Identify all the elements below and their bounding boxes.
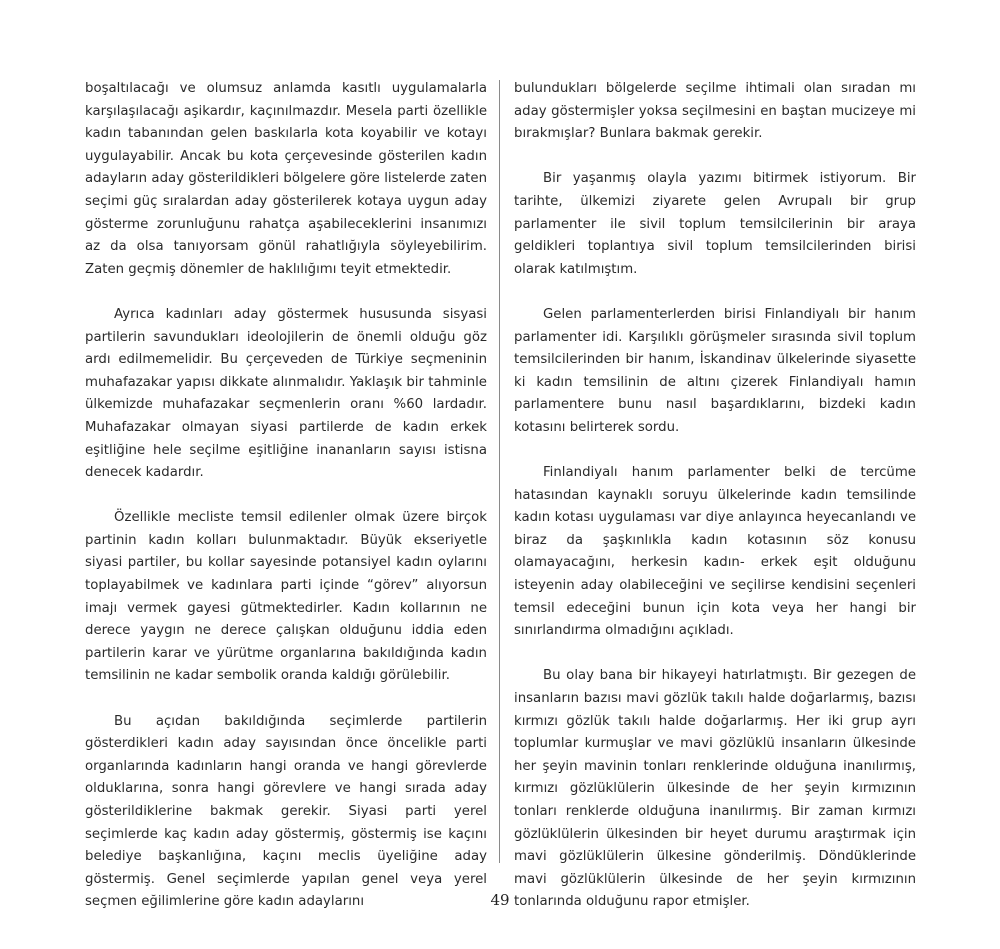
right-text-column	[514, 78, 916, 914]
paragraph: bulundukları bölgelerde seçilme ihtimali olan sıradan mı aday göstermişler yoksa seçilmesini en baştan mucizeye mi bırakmışlar? Bunlara bakmak gerekir.	[514, 81, 916, 142]
column-divider	[499, 80, 500, 863]
paragraph: Bu açıdan bakıldığında seçimlerde partilerin gösterdikleri kadın aday sayısından önce öncelikle parti organlarında kadınların hangi oranda ve hangi görevlerde olduklarına, sonra hangi görevlere ve hangi sırada aday gösterildiklerine bakmak gerekir. Siyasi parti yerel seçimlerde kaç kadın aday göstermiş, göstermiş ise kaçını belediye başkanlığına, kaçını meclis üyeliğine aday göstermiş. Genel seçimlerde yapılan genel veya yerel seçmen eğilimlerine göre kadın adaylarını	[85, 713, 487, 910]
paragraph: Bu olay bana bir hikayeyi hatırlatmıştı. Bir gezegen de insanların bazısı mavi gözlük takılı halde doğarlarmış, bazısı kırmızı gözlük takılı halde doğarlarmış. Her iki grup ayrı toplumlar kurmuşlar ve mavi gözlüklü insanların ülkesinde her şeyin mavinin tonları renklerinde olduğuna inanılırmış, kırmızı gözlüklülerin ülkesinde de her şeyin kırmızının tonları renklerde olduğuna inanılırmış. Bir zaman kırmızı gözlüklülerin ülkesinden bir heyet durumu araştırmak için mavi gözlüklülerin ülkesine gönderilmiş. Döndüklerinde mavi gözlüklülerin ülkesinde de her şeyin kırmızının tonlarında olduğunu rapor etmişler.	[514, 668, 916, 910]
left-text-column	[85, 78, 487, 914]
paragraph: Özellikle mecliste temsil edilenler olmak üzere birçok partinin kadın kolları bulunmaktadır. Büyük ekseriyetle siyasi partiler, bu kollar sayesinde potansiyel kadın oylarını toplayabilmek ve kadınlara parti içinde “görev” alıyorsun imajı vermek gayesi gütmektedirler. Kadın kollarının ne derece yaygın ne derece çalışkan olduğunu iddia eden partilerin karar ve yürütme organlarına bakıldığında kadın temsilinin ne kadar sembolik oranda kaldığı görülebilir.	[85, 510, 487, 684]
paragraph: Gelen parlamenterlerden birisi Finlandiyalı bir hanım parlamenter idi. Karşılıklı görüşmeler sırasında sivil toplum temsilcilerinden bir hanım, İskandinav ülkelerinde siyasette ki kadın temsilinin de altını çizerek Finlandiyalı hamın parlamentere bunu nasıl başardıklarını, bizdeki kadın kotasını belirterek sordu.	[514, 306, 916, 435]
page-number: 49	[490, 891, 510, 909]
paragraph: boşaltılacağı ve olumsuz anlamda kasıtlı uygulamalarla karşılaşılacağı aşikardır, kaçınılmazdır. Mesela parti özellikle kadın tabanından gelen baskılarla kota koyabilir ve kotayı uygulayabilir. Ancak bu kota çerçevesinde gösterilen kadın adayların aday gösterildikleri bölgelere göre listelerde zaten seçimi güç sıralardan aday gösterilerek kotaya uygun aday gösterme zorunluğunu rahatça aşabileceklerini insanımızı az da olsa tanıyorsam gönül rahatlığıyla söyleyebilirim. Zaten geçmiş dönemler de haklılığımı teyit etmektedir.	[85, 81, 487, 277]
paragraph: Ayrıca kadınları aday göstermek hususunda sisyasi partilerin savundukları ideolojilerin de önemli olduğu göz ardı edilmemelidir. Bu çerçeveden de Türkiye seçmeninin muhafazakar yapısı dikkate alınmalıdır. Yaklaşık bir tahminle ülkemizde muhafazakar seçmenlerin oranı %60 lardadır. Muhafazakar olmayan siyasi partilerde de kadın erkek eşitliğine hele seçilme eşitliğine inananların sayısı istisna denecek kadardır.	[85, 306, 487, 481]
paragraph: Bir yaşanmış olayla yazımı bitirmek istiyorum. Bir tarihte, ülkemizi ziyarete gelen Avrupalı bir grup parlamenter ile sivil toplum temsilcilerinin bir araya geldikleri toplantıya sivil toplum temsilcilerinden birisi olarak katılmıştım.	[514, 171, 916, 277]
paragraph: Finlandiyalı hanım parlamenter belki de tercüme hatasından kaynaklı soruyu ülkelerinde kadın temsilinde kadın kotası uygulaması var diye anlayınca heyecanlandı ve biraz da şaşkınlıkla kadın kotasının söz konusu olamayacağını, herkesin kadın- erkek eşit olduğunu isteyenin aday olabileceğini ve seçilirse kendisini seçenleri temsil edeceğini bunun için kota veya her hangi bir sınırlandırma olmadığını açıkladı.	[514, 465, 916, 639]
